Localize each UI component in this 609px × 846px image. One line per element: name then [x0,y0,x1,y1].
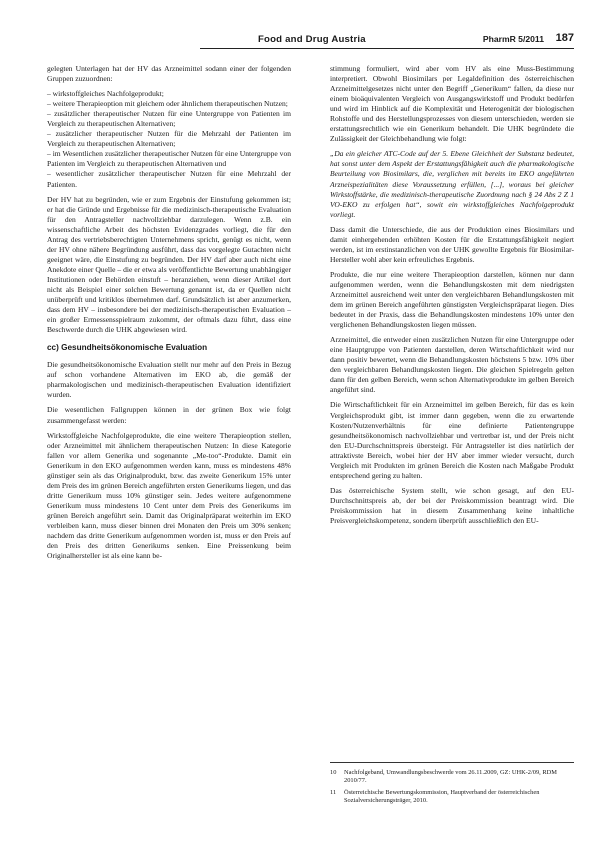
left-column [47,64,291,566]
list-item: – im Wesentlichen zusätzlicher therapeutischer Nutzen für eine Untergruppe von Patienten im Vergleich zu therapeutischen Alternativen und [47,149,291,169]
footnote [330,789,574,806]
list-item: – zusätzlicher therapeutischer Nutzen für die Mehrzahl der Patienten im Vergleich zu therapeutischen Alternativen; [47,129,291,149]
footnotes [330,762,574,809]
list-item: – zusätzlicher therapeutischer Nutzen für eine Untergruppe von Patienten im Vergleich zu therapeutischen Alternativen; [47,109,291,129]
body-paragraph: Produkte, die nur eine weitere Therapieoption darstellen, können nur dann aufgenommen werden, wenn die Behandlungskosten mit dem niedrigsten Arzneimittel ausreichend weit unter den vergleichbaren Behandlungskosten mit dem im grünen Bereich angeführten günstigsten Vergleichspräparat liegen. Dies bedeutet in der Praxis, dass die Behandlungskosten mindestens 10% unter den verglichenen Behandlungskosten liegen müssen. [330,269,574,330]
right-column [330,64,574,531]
list-item: – wirkstoffgleiches Nachfolgeprodukt; [47,89,291,99]
footnote-text: Österreichische Bewertungskommission, Hauptverband der österreichischen Sozialversicherungsträger, 2010. [344,788,540,805]
classification-list [47,89,291,189]
body-paragraph: Arzneimittel, die entweder einen zusätzlichen Nutzen für eine Untergruppe oder eine Hauptgruppe von Patienten darstellen, deren Wirtschaftlichkeit wird nur dann positiv bewertet, wenn die Behandlungskosten höchstens 5 bzw. 10% über den vergleichbaren Behandlungskosten liegen. Die gleichen Spielregeln gelten dann für den gelben Bereich, wenn schon Alternativprodukte im gelben Bereich angeführt sind. [330,335,574,395]
footnote-number: 11 [330,788,337,796]
body-paragraph: Die Wirtschaftlichkeit für ein Arzneimittel im gelben Bereich, für das es kein Vergleichsprodukt gibt, ist immer dann gegeben, wenn die zu erwartende Kosten/Nutzenverhältnis für eine definierte Patientengruppe gesundheitsökonomisch nachvollziehbar und vertretbar ist, und der Preis nicht den EU-Durchschnittspreis übersteigt. Für Antragsteller ist dies natürlich der attraktivste Bereich, wobei hier der HV aber immer wieder versucht, durch Vergleich mit Produkten im grünen Bereich die Kosten nach Maßgabe Produkt entsprechend gering zu halten. [330,400,574,480]
body-paragraph: Das österreichische System stellt, wie schon gesagt, auf den EU-Durchschnittspreis ab, der bei der Preiskommission beantragt wird. Die Preiskommission hat in diesem Zusammenhang keine inhaltliche Preisvergleichskompetenz, sondern überprüft ausschließlich den EU- [330,485,574,525]
running-header [200,26,574,49]
intro-paragraph: gelegten Unterlagen hat der HV das Arzneimittel sodann einer der folgenden Gruppen zuzuordnen: [47,64,291,84]
body-paragraph: Wirkstoffgleiche Nachfolgeprodukte, die eine weitere Therapieoption stellen, oder Arzneimittel mit ähnlichem therapeutischen Nutzen: In diese Kategorie fallen vor allem Generika und sogenannte „Me-too“-Produkte. Damit ein Generikum in den EKO aufgenommen werden kann, muss es mindestens 48% günstiger sein als das Originalprodukt, bzw. das zweite Generikum 15% unter dem Preis des im grünen Bereich angeführten ersten Generikums liegen, und das dritte Generikum muss 10% günstiger sein. Jedes weitere aufgenommene Generikum muss mindestens 10 Cent unter dem Preis des Generikums im grünen Bereich angeführt sein. Damit das Originalpräparat weiterhin im EKO verbleiben kann, muss dieser binnen drei Monaten den Preis um 30% senken; nachdem das dritte Generikum aufgenommen worden ist, muss er den Preis auf den Preis des dritten Generikums senken. Eine Preissenkung beim Originalhersteller ist als eine kann be- [47,430,291,561]
journal-section-title: Food and Drug Austria [258,34,366,45]
body-paragraph: Die gesundheitsökonomische Evaluation stellt nur mehr auf den Preis in Bezug auf schon vorhandene Alternativen im EKO ab, die gemäß der pharmakologischen und medizinisch-therapeutischen Evaluation identifiziert wurden. [47,360,291,400]
list-item: – weitere Therapieoption mit gleichem oder ähnlichem therapeutischen Nutzen; [47,99,291,109]
body-paragraph: Der HV hat zu begründen, wie er zum Ergebnis der Einstufung gekommen ist; er hat die Gründe und Ergebnisse für die medizinisch-therapeutische Evaluation für den Antragsteller nachvollziehbar darzulegen. Wenn z.B. ein wissenschaftliche Arbeit des höchsten Evidenzgrades vorliegt, die für den Antrag des vertriebsberechtigten Unternehmens spricht, genügt es nicht, wenn der HV ohne nähere Begründung ausführt, dass das vorgelegte Gutachten nicht geeignet wäre, die Einstufung zu begründen. Der HV darf aber auch nicht eine Anekdote einer Quelle – die er etwa als veröffentlichte Bewertung unabhängiger Institutionen oder Behörden einstuft – heranziehen, wenn dieser Artikel dort nicht als Beispiel einer solchen Bewertung genannt ist, da er Quellen nicht unüberprüft und kritiklos übernehmen darf. Grundsätzlich ist aber anzumerken, dass dem HV – insbesondere bei der medizinisch-therapeutischen Evaluation – ein großer Ermessensspielraum zukommt, der oftmals dazu führt, dass eine Beschwerde durch die UHK abgewiesen wird. [47,194,291,335]
body-paragraph: Dass damit die Unterschiede, die aus der Produktion eines Biosimilars und damit einhergehenden erhöhten Kosten für die Erstattungsfähigkeit negiert werden, ist im erstinstanzlichen von der UHK gewollte Ergebnis für Biosimilar-Hersteller wohl aber kein erfreuliches Ergebnis. [330,224,574,264]
footnote-text: Nachfolgeband, Umwandlungsbeschwerde vom 26.11.2009, GZ: UHK-2/09, RDM 2010/77. [344,769,557,785]
footnote [330,769,574,786]
body-paragraph: Die wesentlichen Fallgruppen können in der grünen Box wie folgt zusammengefasst werden: [47,405,291,425]
block-quote: „Da ein gleicher ATC-Code auf der 5. Ebene Gleichheit der Substanz bedeutet, hat sonst unter dem Aspekt der Erstattungsfähigkeit auch die pharmakologische Beurteilung von Biosimilars, die, verglichen mit bereits im EKO angeführten Arzneispezialitäten diese Voraussetzung erfüllen, [...], woraus bei gleicher Wirkstoffstärke, die medizinisch-therapeutische Zuordnung nach § 24 Abs 2 Z 1 VO-EKO zu erfolgen hat“, sowit ein wirkstoffgleiches Nachfolgeprodukt vorliegt. [330,149,574,219]
body-paragraph: stimmung formuliert, wird aber vom HV als eine Muss-Bestimmung interpretiert. Obwohl Biosimilars per Legaldefinition des österreichischen Arzneimittelgesetzes nicht unter den Begriff „Generikum“ fallen, da diese nur einem bioäquivalenten Vergleich von Ausgangswirkstoff und Produkt bedürfen und wird im Hinblick auf die Komplexität und Heterogenität der biologischen Rohstoffe und des Herstellungsprozesses von diesem unterschieden, werden sie erstattungsrechtlich wie ein Generikum behandelt. Die UHK begründete die Zulässigkeit der Gleichbehandlung wie folgt: [330,64,574,144]
list-item: – wesentlicher zusätzlicher therapeutischer Nutzen für eine Mehrzahl der Patienten. [47,169,291,189]
journal-issue: PharmR 5/2011 [482,34,544,44]
footnote-number: 10 [330,769,337,776]
page-number: 187 [555,32,574,44]
section-heading: cc) Gesundheitsökonomische Evaluation [47,343,208,353]
